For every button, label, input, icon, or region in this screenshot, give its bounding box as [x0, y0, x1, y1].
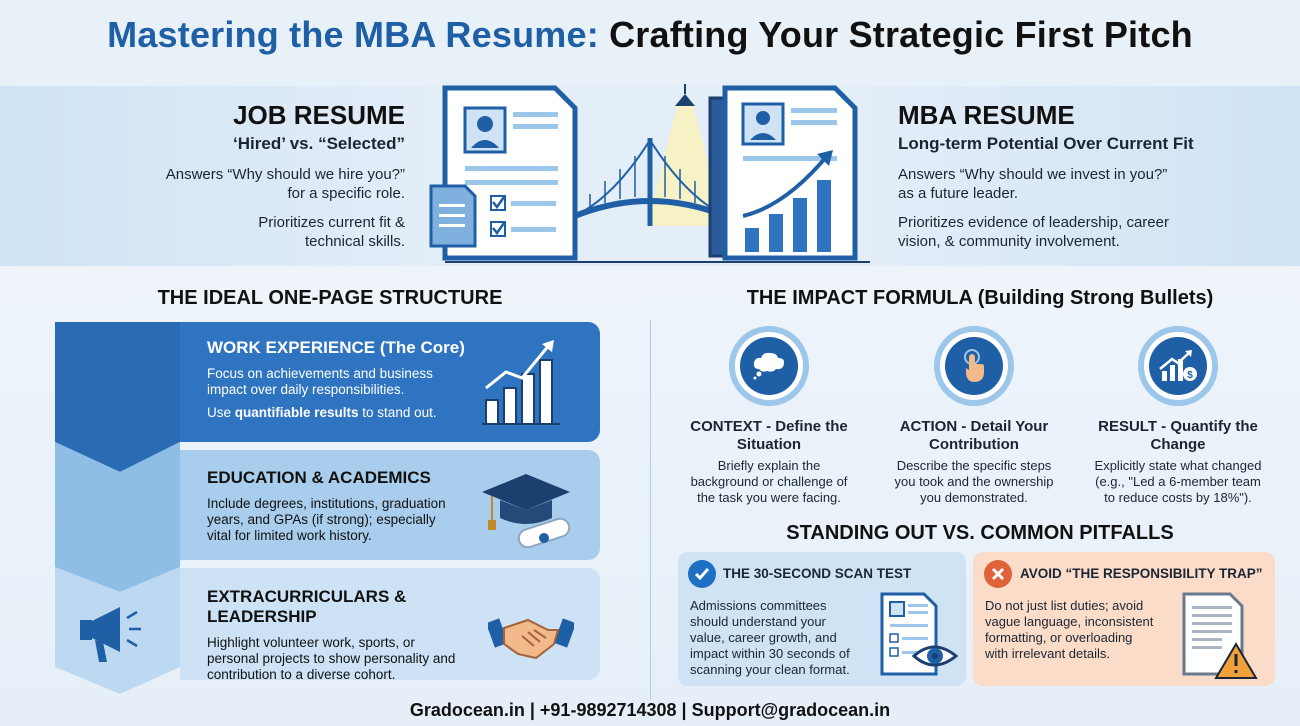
scan-test-line-4: impact within 30 seconds of [690, 646, 850, 661]
education-line-2: years, and GPAs (if strong); especially [207, 512, 436, 527]
structure-ribbon [55, 322, 185, 697]
standing-out-heading: STANDING OUT VS. COMMON PITFALLS [786, 522, 1174, 544]
mba-resume-line-1: Answers “Why should we invest in you?” [898, 166, 1168, 183]
resume-bridge-illustration [425, 76, 875, 266]
handshake-icon [488, 606, 574, 664]
work-experience-text [207, 338, 467, 421]
mba-resume-heading: MBA RESUME [898, 100, 1075, 130]
job-resume-line-3: Prioritizes current fit & [258, 214, 405, 231]
job-resume-subheading: ‘Hired’ vs. “Selected” [233, 134, 405, 153]
mba-resume-block [898, 100, 1218, 251]
extracurriculars-title: EXTRACURRICULARS & LEADERSHIP [207, 587, 407, 626]
avoid-trap-line-1: Do not just list duties; avoid [985, 598, 1144, 613]
result-step [1082, 418, 1274, 506]
avoid-trap-text [985, 598, 1185, 662]
result-title-2: Change [1150, 436, 1206, 453]
job-resume-block [130, 100, 405, 251]
pointer-hand-icon [958, 348, 990, 384]
impact-heading: THE IMPACT FORMULA (Building Strong Bullets) [746, 287, 1214, 309]
mba-resume-line-4: vision, & community involvement. [898, 233, 1120, 250]
thought-bubble-icon [751, 351, 787, 381]
avoid-trap-title: AVOID “THE RESPONSIBILITY TRAP” [1020, 566, 1263, 581]
job-resume-line-1: Answers “Why should we hire you?” [165, 166, 405, 183]
job-resume-line-4: technical skills. [304, 233, 405, 250]
scan-test-line-5: scanning your clean format. [690, 662, 850, 677]
mba-resume-line-2: as a future leader. [898, 185, 1019, 202]
context-step [678, 418, 860, 506]
section-divider [650, 320, 651, 700]
title-part-1: Mastering the MBA Resume: [107, 14, 599, 55]
result-icon-circle [1138, 326, 1218, 406]
context-title-1: CONTEXT - Define the [690, 418, 848, 435]
scan-test-line-1: Admissions committees [690, 598, 827, 613]
action-title-1: ACTION - Detail Your [899, 418, 1049, 435]
education-line-1: Include degrees, institutions, graduation [207, 496, 446, 511]
structure-heading: THE IDEAL ONE-PAGE STRUCTURE [157, 287, 503, 309]
avoid-trap-line-4: with irrelevant details. [985, 646, 1110, 661]
context-icon-circle [729, 326, 809, 406]
context-line-1: Briefly explain the [717, 458, 821, 473]
result-title-1: RESULT - Quantify the [1098, 418, 1258, 435]
title-part-2: Crafting Your Strategic First Pitch [609, 14, 1193, 55]
action-step [883, 418, 1065, 506]
result-line-3: to reduce costs by 18%"). [1104, 490, 1252, 505]
action-line-3: you demonstrated. [920, 490, 1028, 505]
checkmark-icon [688, 560, 716, 588]
scan-test-text [690, 598, 880, 678]
scan-test-title: THE 30-SECOND SCAN TEST [723, 566, 912, 581]
work-experience-line-1: Focus on achievements and business [207, 366, 433, 381]
growth-chart-icon [1158, 349, 1198, 383]
education-title: EDUCATION & ACADEMICS [207, 468, 431, 487]
extracurriculars-line-3: contribution to a diverse cohort. [207, 667, 396, 682]
graduation-cap-icon [478, 468, 578, 552]
work-experience-line-3: Use quantifiable results to stand out. [207, 405, 437, 420]
avoid-trap-line-2: vague language, inconsistent [985, 614, 1154, 629]
job-resume-document-icon [431, 88, 575, 258]
svg-text:$: $ [1187, 370, 1193, 381]
extracurriculars-text [207, 587, 507, 683]
mba-resume-line-3: Prioritizes evidence of leadership, career [898, 214, 1169, 231]
extracurriculars-line-2: personal projects to show personality and [207, 651, 456, 666]
job-resume-heading: JOB RESUME [233, 100, 405, 130]
mba-resume-document-icon [710, 88, 855, 258]
scan-test-line-3: value, career growth, and [690, 630, 837, 645]
action-title-2: Contribution [929, 436, 1019, 453]
context-line-3: the task you were facing. [697, 490, 841, 505]
action-line-1: Describe the specific steps [896, 458, 1052, 473]
context-line-2: background or challenge of [690, 474, 848, 489]
education-text [207, 468, 477, 544]
cross-icon [984, 560, 1012, 588]
bar-chart-icon [478, 334, 566, 430]
action-icon-circle [934, 326, 1014, 406]
scan-test-line-2: should understand your [690, 614, 826, 629]
document-scan-icon [878, 592, 960, 682]
extracurriculars-line-1: Highlight volunteer work, sports, or [207, 635, 415, 650]
education-line-3: vital for limited work history. [207, 528, 372, 543]
action-line-2: you took and the ownership [894, 474, 1054, 489]
result-line-2: (e.g., "Led a 6-member team [1095, 474, 1261, 489]
result-line-1: Explicitly state what changed [1094, 458, 1262, 473]
document-warning-icon [1180, 590, 1262, 682]
mba-resume-subheading: Long-term Potential Over Current Fit [898, 134, 1194, 153]
job-resume-line-2: for a specific role. [287, 185, 405, 202]
work-experience-line-2: impact over daily responsibilities. [207, 382, 405, 397]
footer-contact: Gradocean.in | +91-9892714308 | Support@gradocean.in [409, 700, 891, 720]
page-title [0, 14, 1300, 56]
work-experience-title: WORK EXPERIENCE (The Core) [207, 338, 465, 357]
avoid-trap-line-3: formatting, or overloading [985, 630, 1133, 645]
context-title-2: Situation [736, 436, 802, 453]
